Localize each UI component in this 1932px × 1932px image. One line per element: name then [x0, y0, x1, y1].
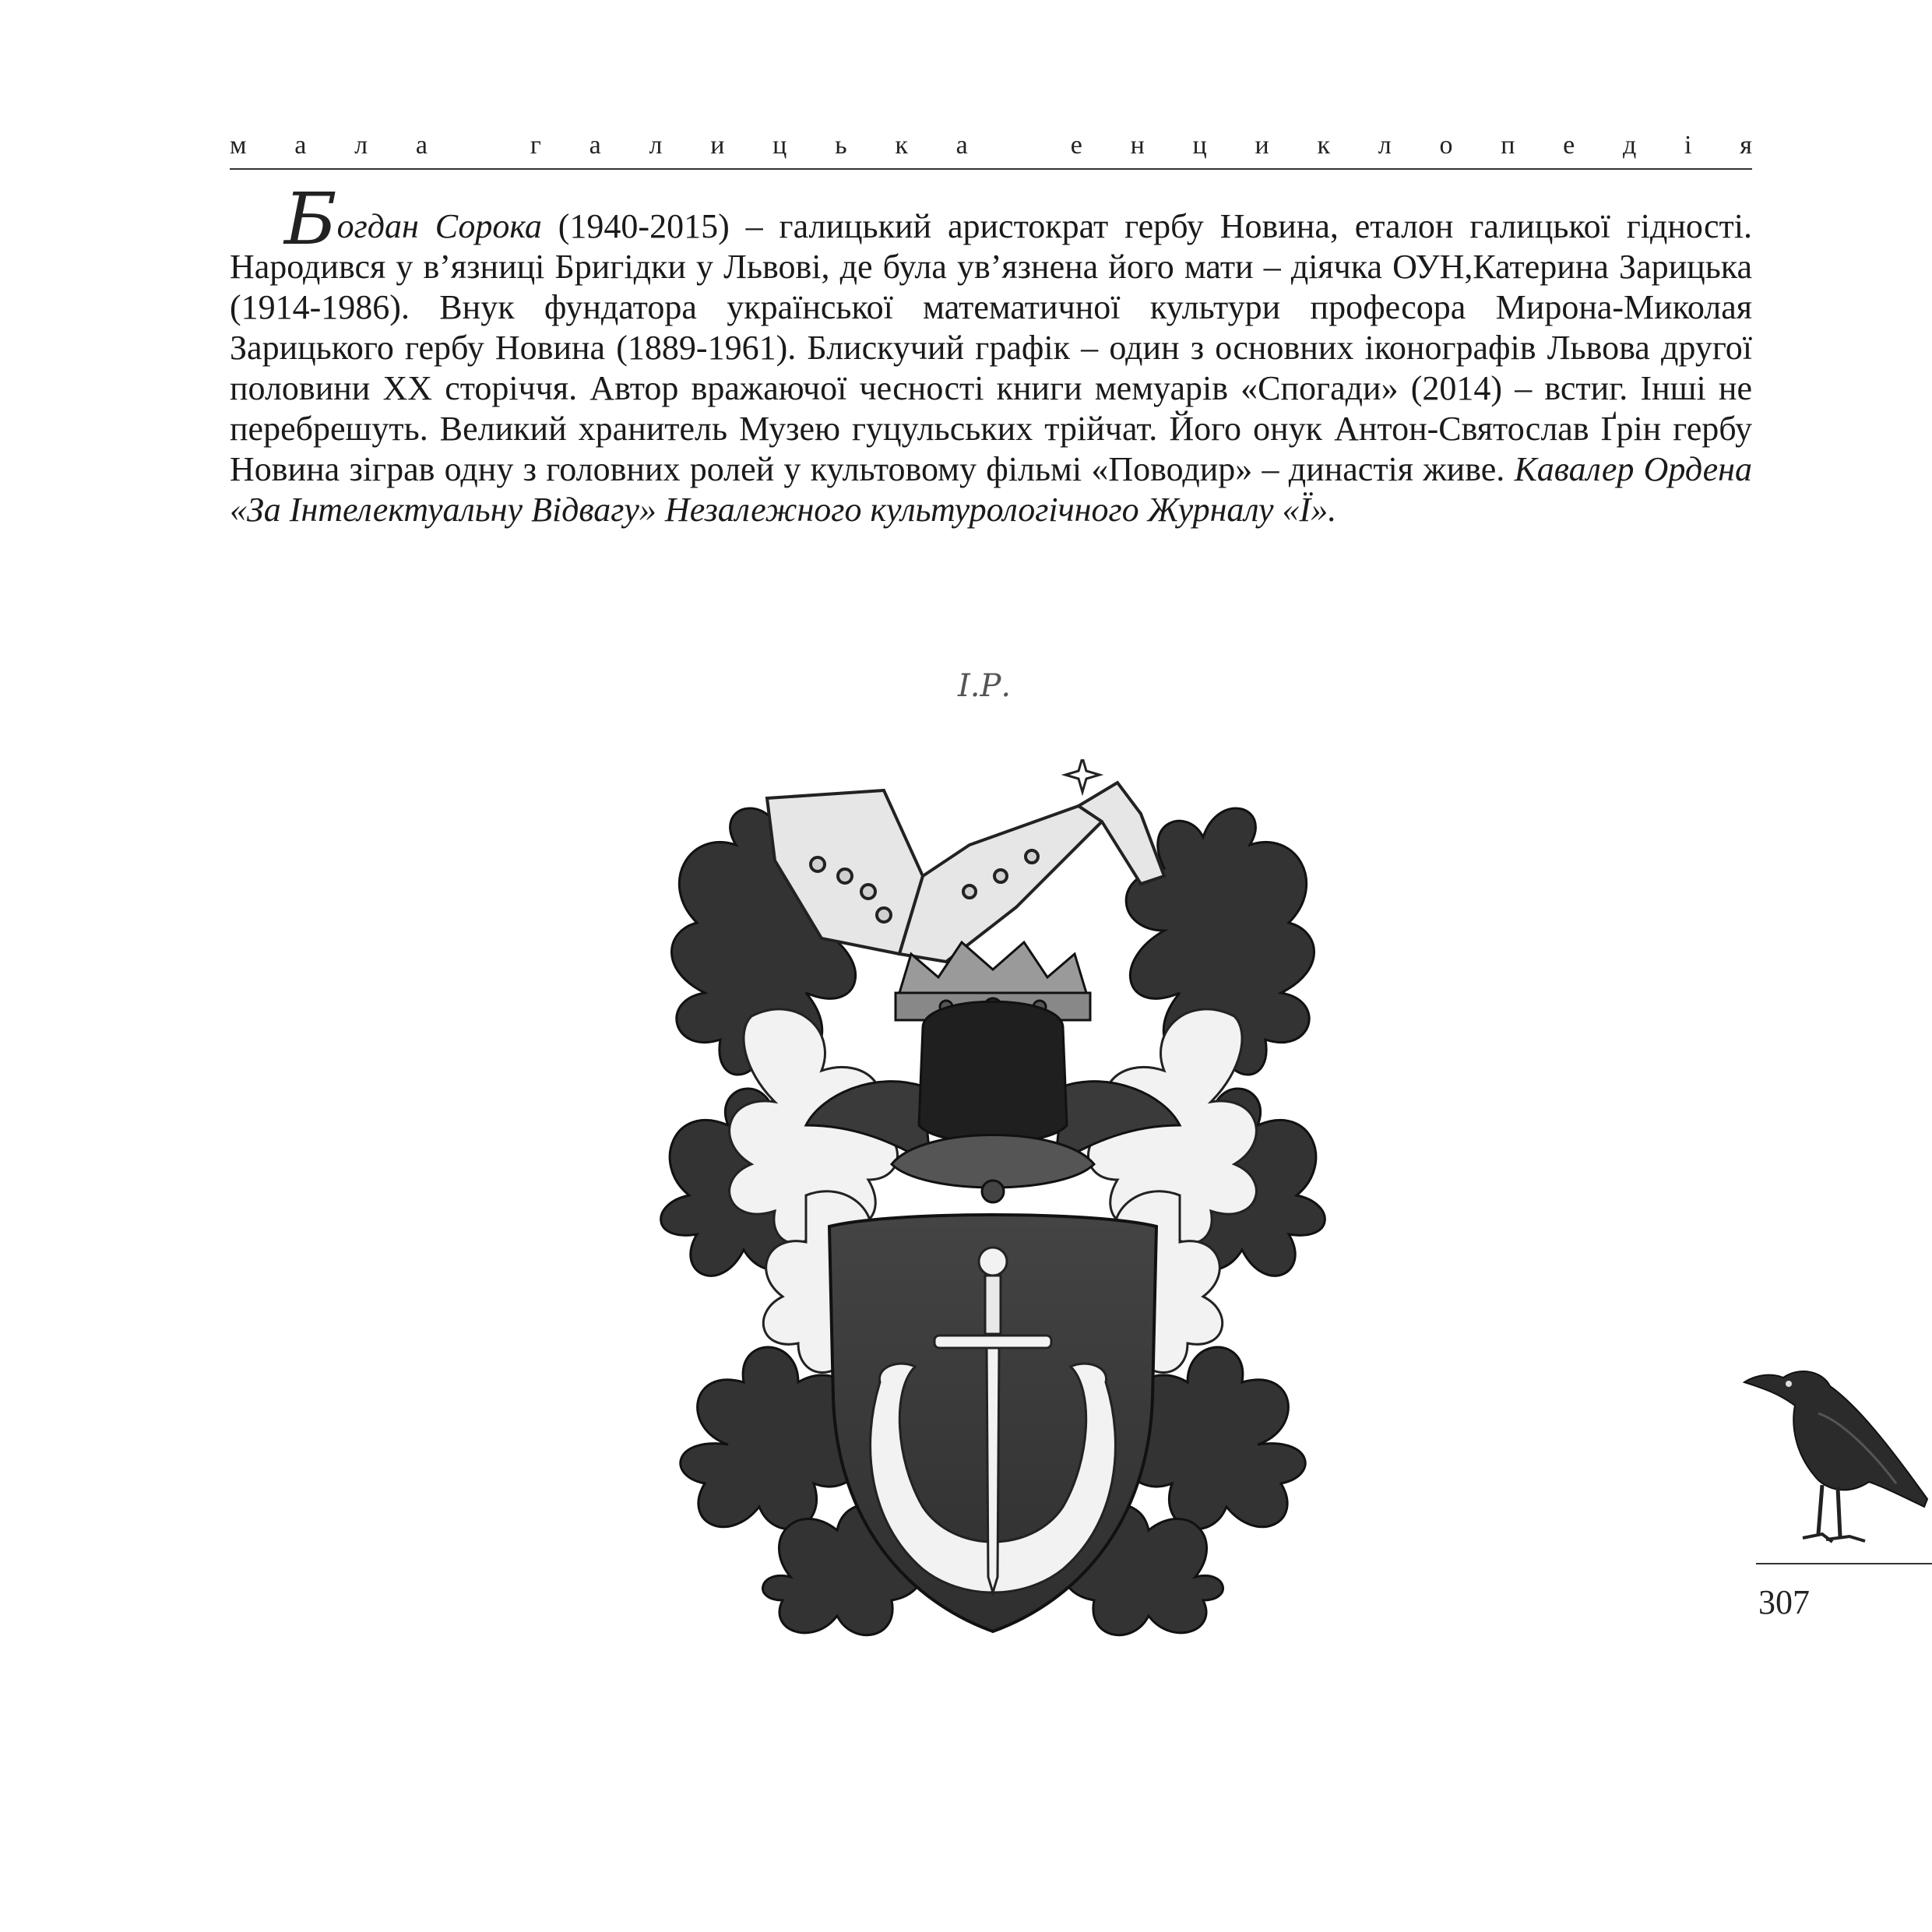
article-name: Богдан Сорока: [284, 178, 542, 261]
running-head-letter: я: [1740, 131, 1752, 160]
article-award: Кавалер Ордена «За Інтелектуальну Відвагу» Незалежного культурологічного Журналу «Ї».: [230, 450, 1752, 529]
running-head-letter: а: [955, 131, 968, 160]
coat-of-arms-icon: [642, 759, 1343, 1694]
running-head-letter: д: [1622, 131, 1637, 160]
running-head-letter: л: [1378, 131, 1392, 160]
star-icon: [1065, 759, 1100, 792]
running-head-letter: е: [1070, 131, 1082, 160]
running-head-letter: а: [589, 131, 601, 160]
running-head-letter: м: [230, 131, 247, 160]
running-head-letter: ц: [1192, 131, 1207, 160]
crow-icon: [1740, 1351, 1931, 1561]
running-head-letter: а: [294, 131, 307, 160]
running-head-letter: а: [415, 131, 428, 160]
running-head-letter: н: [1130, 131, 1145, 160]
article-text: [230, 178, 1752, 530]
running-head-letter: л: [649, 131, 663, 160]
running-head-letter: и: [710, 131, 725, 160]
running-head: [230, 131, 1752, 160]
running-head-letter: [476, 131, 483, 160]
running-head-letter: л: [354, 131, 368, 160]
drop-cap: Б: [284, 178, 337, 261]
running-head-letter: о: [1439, 131, 1453, 160]
running-head-letter: к: [895, 131, 908, 160]
running-head-letter: г: [530, 131, 541, 160]
author-signature: І.Р.: [958, 668, 1012, 704]
running-head-letter: і: [1684, 131, 1692, 160]
running-head-letter: п: [1501, 131, 1515, 160]
page-number: 307: [1758, 1583, 1810, 1621]
running-head-letter: к: [1317, 131, 1330, 160]
running-head-letter: [1015, 131, 1022, 160]
running-head-letter: и: [1255, 131, 1269, 160]
article-body: (1940-2015) – галицький аристократ гербу Новина, еталон галицької гідності. Народився у в’язниці Бригідки у Львові, де була ув’язнена його мати – діячка ОУН,Катерина Зарицька (1914-1986). Внук фундатора української математичної культури професора Мирона-Миколая Зарицького гербу Новина (1889-1961). Блискучий графік – один з основних іконографів Львова другої половини ХХ сторіччя. Автор вражаючої чесності книги мемуарів «Спогади» (2014) – встиг. Інші не перебрешуть. Великий хранитель Музею гуцульських трійчат. Його онук Антон-Святослав Ґрін гербу Новина зіграв одну з головних ролей у культовому фільмі «Поводир» – династія живе.: [230, 207, 1752, 488]
header-rule: [230, 168, 1752, 170]
running-head-letter: е: [1563, 131, 1575, 160]
running-head-letter: ц: [772, 131, 787, 160]
running-head-letter: ь: [835, 131, 847, 160]
folio-rule: [1756, 1563, 1932, 1564]
